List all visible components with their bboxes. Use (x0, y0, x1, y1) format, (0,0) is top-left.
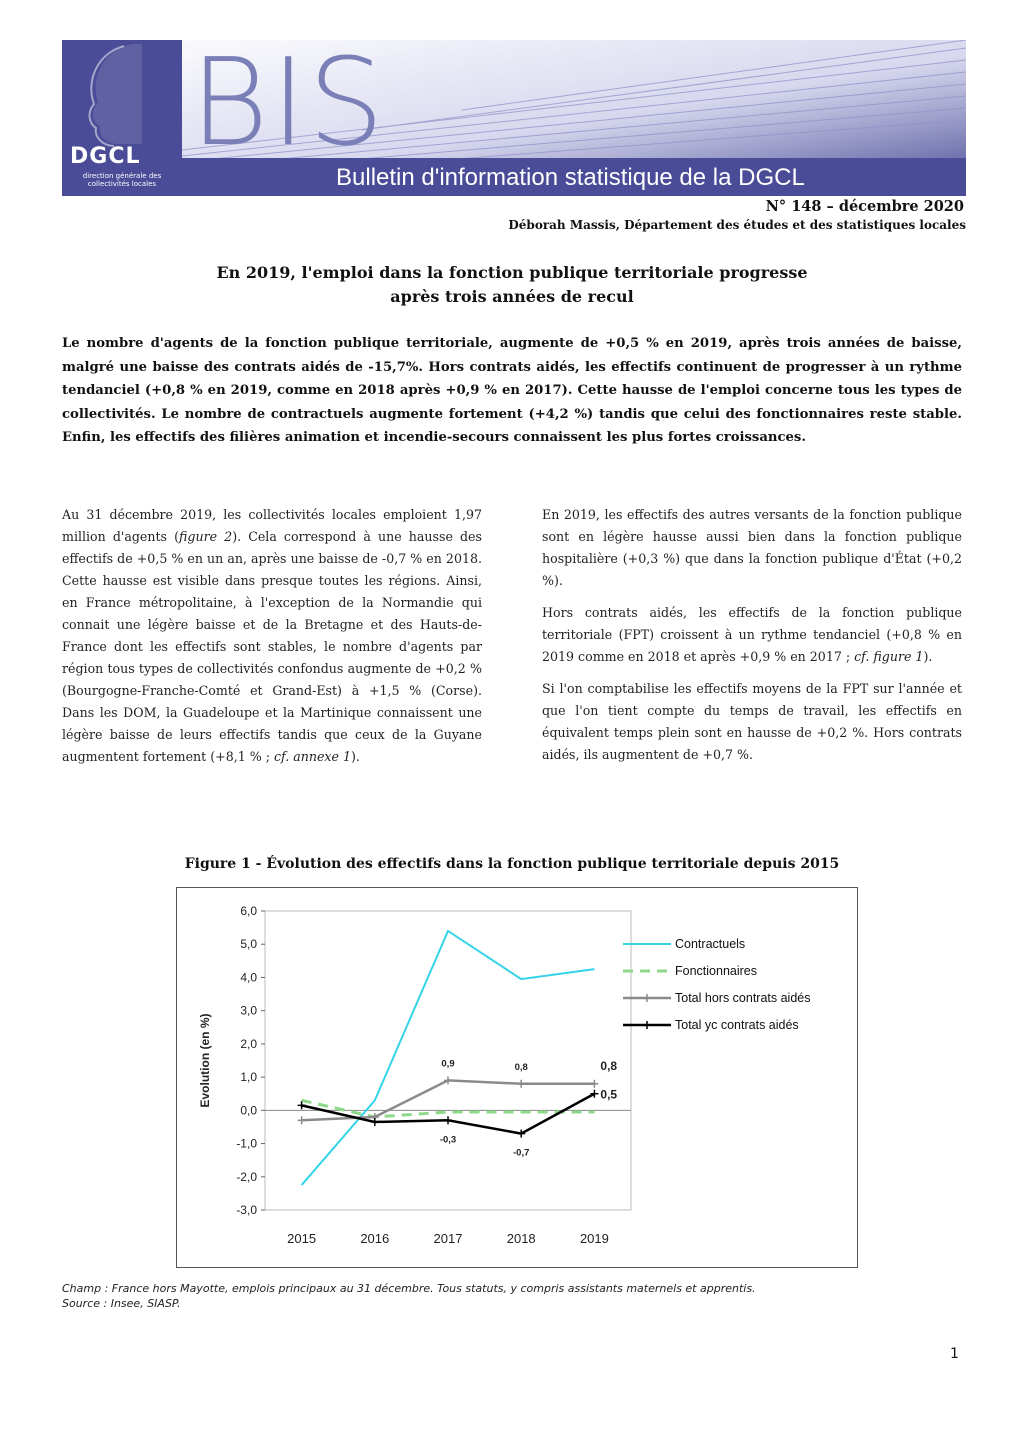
figure-title: Figure 1 - Évolution des effectifs dans la fonction publique territoriale depuis 2015 (184, 856, 840, 872)
text-run: Au 31 décembre 2019, les collectivités locales emploient 1,97 million d'agents ( (62, 507, 482, 544)
notes-source: Source : Insee, SIASP. (62, 1297, 181, 1310)
text-run: ). (350, 749, 360, 764)
text-run: ). (923, 649, 933, 664)
issue-number: N° 148 – décembre 2020 (765, 198, 964, 215)
left-paragraph-1 (62, 504, 482, 768)
legend-label: Total hors contrats aidés (675, 991, 811, 1005)
y-tick-label: -2,0 (236, 1169, 257, 1184)
x-tick-label: 2015 (287, 1231, 317, 1246)
y-tick-label: 3,0 (240, 1003, 257, 1018)
data-label: 0,8 (600, 1058, 618, 1073)
title-line-2: après trois années de recul (390, 287, 634, 306)
right-column (542, 504, 962, 776)
chart-svg (177, 888, 857, 1267)
line-chart (176, 887, 858, 1268)
text-run: ). Cela correspond à une hausse des effectifs de +0,5 % en un an, après une baisse de -0,7 % en 2018. Cette hausse est visible dans presque toutes les régions. Ainsi, en France métropolitaine, à l'exception de la Normandie qui connait une légère baisse et de la Bretagne et des Hauts-de-France dont les effectifs sont stables, le nombre d'agents par région tous types de collectivités confondus augmente de +0,2 % (Bourgogne-Franche-Comté et Grand-Est) à +1,5 % (Corse). Dans les DOM, la Guadeloupe et la Martinique connaissent une légère baisse de leurs effectifs tandis que ceux de la Guyane augmentent fortement (+8,1 % ; (62, 529, 482, 764)
right-paragraph-2 (542, 602, 962, 668)
left-column (62, 504, 482, 778)
y-tick-label: 5,0 (240, 937, 257, 952)
legend-label: Contractuels (675, 937, 746, 951)
legend-label: Fonctionnaires (675, 964, 757, 978)
header-banner (62, 40, 966, 196)
logo-subtitle: direction générale des collectivités locales (82, 172, 162, 188)
y-tick-label: -1,0 (236, 1136, 257, 1151)
x-tick-label: 2017 (433, 1231, 463, 1246)
y-tick-label: 2,0 (240, 1036, 257, 1051)
y-tick-label: 0,0 (240, 1103, 257, 1118)
annex-ref: cf. annexe 1 (273, 749, 351, 764)
page-number: 1 (950, 1346, 959, 1362)
figure-ref: figure 2 (179, 529, 233, 544)
author-line: Déborah Massis, Département des études et des statistiques locales (508, 218, 966, 232)
bis-letters: BIS (190, 40, 387, 173)
abstract: Le nombre d'agents de la fonction publique territoriale, augmente de +0,5 % en 2019, après trois années de baisse, malgré une baisse des contrats aidés de -15,7%. Hors contrats aidés, les effectifs continuent de progresser à un rythme tendanciel (+0,8 % en 2019, comme en 2018 après +0,9 % en 2017). Cette hausse de l'emploi concerne tous les types de collectivités. Le nombre de contractuels augmente fortement (+4,2 %) tandis que celui des fonctionnaires reste stable. Enfin, les effectifs des filières animation et incendie-secours connaissent les plus fortes croissances. (62, 336, 962, 445)
figure-ref: cf. figure 1 (854, 649, 924, 664)
article-title (0, 261, 1024, 309)
y-tick-label: 4,0 (240, 970, 257, 985)
x-tick-label: 2019 (579, 1231, 609, 1246)
series-line-3 (302, 1094, 595, 1134)
figure-notes (62, 1281, 756, 1311)
data-label: 0,8 (514, 1061, 528, 1073)
y-tick-label: 6,0 (240, 904, 257, 918)
data-label: -0,3 (439, 1134, 457, 1146)
y-tick-label: -3,0 (236, 1203, 257, 1217)
logo-text: DGCL (70, 144, 141, 169)
x-tick-label: 2018 (506, 1231, 536, 1246)
y-tick-label: 1,0 (240, 1070, 257, 1085)
data-label: 0,5 (600, 1087, 618, 1102)
legend-label: Total yc contrats aidés (675, 1018, 799, 1032)
title-line-1: En 2019, l'emploi dans la fonction publique territoriale progresse (216, 263, 808, 282)
right-paragraph-3: Si l'on comptabilise les effectifs moyens de la FPT sur l'année et que l'on tient compte du temps de travail, les effectifs en équivalent temps plein sont en hausse de +0,2 %. Hors contrats aidés, ils augmentent de +0,7 %. (542, 681, 962, 762)
right-paragraph-1: En 2019, les effectifs des autres versants de la fonction publique sont en légère hausse aussi bien dans la fonction publique hospitalière (+0,3 %) que dans la fonction publique d'État (+0,2 %). (542, 507, 962, 588)
bulletin-title: Bulletin d'information statistique de la DGCL (336, 164, 805, 191)
text-run: Hors contrats aidés, les effectifs de la fonction publique territoriale (FPT) croissent à un rythme tendanciel (+0,8 % en 2019 comme en 2018 et après +0,9 % en 2017 ; (542, 605, 962, 664)
data-label: 0,9 (441, 1058, 455, 1070)
y-axis-label: Evolution (en %) (198, 1013, 212, 1108)
notes-champ: Champ : France hors Mayotte, emplois principaux au 31 décembre. Tous statuts, y compris assistants maternels et apprentis. (62, 1282, 756, 1295)
x-tick-label: 2016 (360, 1231, 390, 1246)
data-label: -0,7 (513, 1147, 530, 1159)
